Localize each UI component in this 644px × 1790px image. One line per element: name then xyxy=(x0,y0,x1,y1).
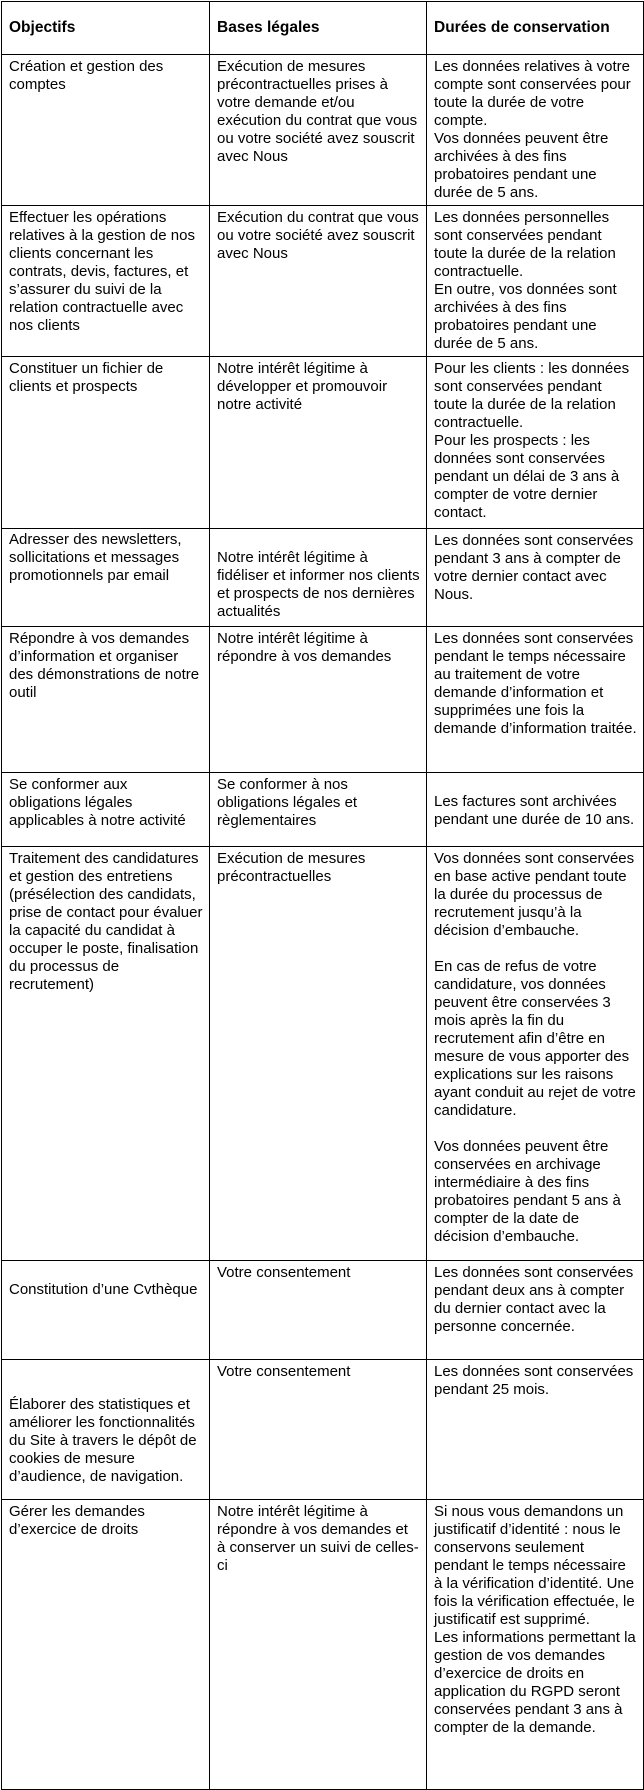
cell-duree: Les données sont conservées pendant deux ans à compter du dernier contact avec la personne concernée. xyxy=(427,1261,644,1360)
cell-base: Se conformer à nos obligations légales et règlementaires xyxy=(210,773,427,847)
cell-base: Notre intérêt légitime à répondre à vos demandes et à conserver un suivi de celles-ci xyxy=(210,1500,427,1790)
cell-duree: Les données relatives à votre compte sont conservées pour toute la durée de votre compte. Vos données peuvent être archivées à des fins probatoires pendant une durée de 5 ans. xyxy=(427,55,644,206)
cell-duree: Vos données sont conservées en base active pendant toute la durée du processus de recrutement jusqu’à la décision d’embauche. En cas de refus de votre candidature, vos données peuvent être conservées 3 mois après la fin du recrutement afin d’être en mesure de vous apporter des explications sur les raisons ayant conduit au rejet de votre candidature. Vos données peuvent être conservées en archivage intermédiaire à des fins probatoires pendant 5 ans à compter de la date de décision d’embauche. xyxy=(427,847,644,1261)
cell-duree: Les données sont conservées pendant 25 mois. xyxy=(427,1360,644,1500)
cell-duree: Pour les clients : les données sont conservées pendant toute la durée de la relation contractuelle. Pour les prospects : les données sont conservées pendant un délai de 3 ans à compter de votre dernier contact. xyxy=(427,357,644,529)
table-row xyxy=(2,529,644,627)
cell-objectif: Création et gestion des comptes xyxy=(2,55,210,206)
cell-objectif: Répondre à vos demandes d’information et organiser des démonstrations de notre outil xyxy=(2,627,210,773)
cell-objectif: Constitution d’une Cvthèque xyxy=(2,1261,210,1360)
cell-base: Exécution de mesures précontractuelles prises à votre demande et/ou exécution du contrat que vous ou votre société avez souscrit avec Nous xyxy=(210,55,427,206)
cell-objectif: Traitement des candidatures et gestion des entretiens (présélection des candidats, prise de contact pour évaluer la capacité du candidat à occuper le poste, finalisation du processus de recrutement) xyxy=(2,847,210,1261)
header-row xyxy=(2,2,644,55)
cell-base: Votre consentement xyxy=(210,1360,427,1500)
table-row xyxy=(2,1500,644,1790)
cell-objectif: Constituer un fichier de clients et prospects xyxy=(2,357,210,529)
table-row xyxy=(2,1261,644,1360)
cell-duree: Si nous vous demandons un justificatif d’identité : nous le conservons seulement pendant le temps nécessaire à la vérification d’identité. Une fois la vérification effectuée, le justificatif est supprimé. Les informations permettant la gestion de vos demandes d’exercice de droits en application du RGPD seront conservées pendant 3 ans à compter de la demande. xyxy=(427,1500,644,1790)
cell-duree: Les données personnelles sont conservées pendant toute la durée de la relation contractuelle. En outre, vos données sont archivées à des fins probatoires pendant une durée de 5 ans. xyxy=(427,206,644,357)
table-row xyxy=(2,773,644,847)
table-row xyxy=(2,55,644,206)
cell-objectif: Se conformer aux obligations légales applicables à notre activité xyxy=(2,773,210,847)
cell-duree: Les factures sont archivées pendant une durée de 10 ans. xyxy=(427,773,644,847)
retention-table xyxy=(1,1,644,1790)
cell-duree: Les données sont conservées pendant 3 ans à compter de votre dernier contact avec Nous. xyxy=(427,529,644,627)
cell-objectif: Élaborer des statistiques et améliorer les fonctionnalités du Site à travers le dépôt de cookies de mesure d’audience, de navigation. xyxy=(2,1360,210,1500)
cell-objectif: Adresser des newsletters, sollicitations et messages promotionnels par email xyxy=(2,529,210,627)
cell-objectif: Effectuer les opérations relatives à la gestion de nos clients concernant les contrats, devis, factures, et s’assurer du suivi de la relation contractuelle avec nos clients xyxy=(2,206,210,357)
table-row xyxy=(2,357,644,529)
header-durees: Durées de conservation xyxy=(427,2,644,55)
header-bases-legales: Bases légales xyxy=(210,2,427,55)
table-row xyxy=(2,1360,644,1500)
table-row xyxy=(2,847,644,1261)
cell-objectif: Gérer les demandes d’exercice de droits xyxy=(2,1500,210,1790)
cell-duree: Les données sont conservées pendant le temps nécessaire au traitement de votre demande d’information et supprimées une fois la demande d’information traitée. xyxy=(427,627,644,773)
cell-base: Exécution du contrat que vous ou votre société avez souscrit avec Nous xyxy=(210,206,427,357)
cell-base: Votre consentement xyxy=(210,1261,427,1360)
table-row xyxy=(2,627,644,773)
cell-base: Notre intérêt légitime à répondre à vos demandes xyxy=(210,627,427,773)
cell-base: Notre intérêt légitime à développer et promouvoir notre activité xyxy=(210,357,427,529)
table-row xyxy=(2,206,644,357)
header-objectifs: Objectifs xyxy=(2,2,210,55)
cell-base: Notre intérêt légitime à fidéliser et informer nos clients et prospects de nos dernières actualités xyxy=(210,529,427,627)
cell-base: Exécution de mesures précontractuelles xyxy=(210,847,427,1261)
